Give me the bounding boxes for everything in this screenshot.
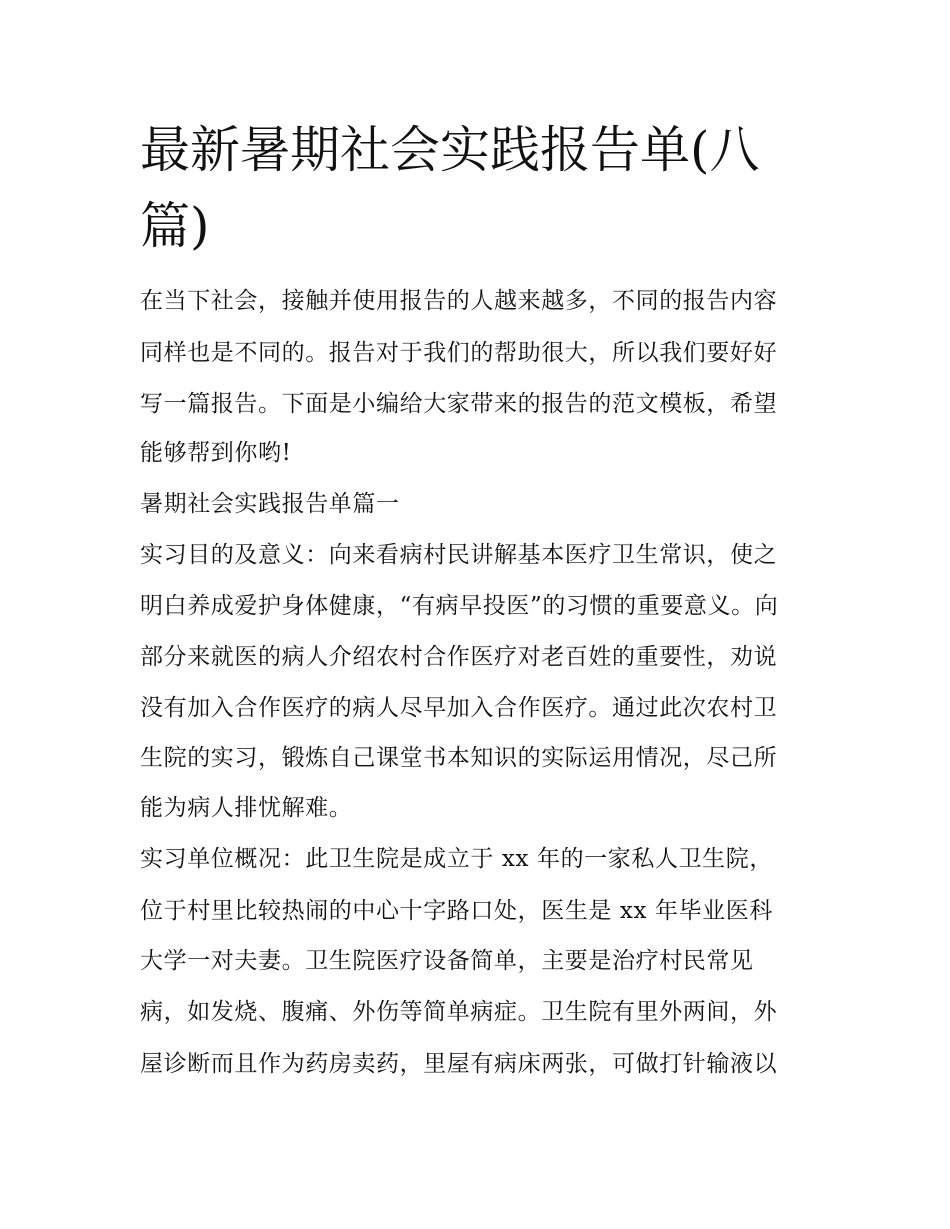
paragraph-line: 实习单位概况：此卫生院是成立于 xx 年的一家私人卫生院， bbox=[140, 846, 773, 872]
paragraph-line: 大学一对夫妻。卫生院医疗设备简单，主要是治疗村民常见 bbox=[140, 948, 754, 974]
paragraph-line: 能为病人排忧解难。 bbox=[140, 795, 353, 821]
paragraph-line: 部分来就医的病人介绍农村合作医疗对老百姓的重要性，劝说 bbox=[140, 644, 778, 670]
paragraph-line: 在当下社会，接触并使用报告的人越来越多，不同的报告内容 bbox=[140, 288, 778, 314]
paragraph-line: 同样也是不同的。报告对于我们的帮助很大，所以我们要好好 bbox=[140, 340, 778, 366]
paragraph-line: 实习目的及意义：向来看病村民讲解基本医疗卫生常识，使之 bbox=[140, 542, 778, 568]
section-heading: 暑期社会实践报告单篇一 bbox=[140, 491, 400, 517]
paragraph-line: 能够帮到你哟! bbox=[140, 440, 292, 466]
document-title: 最新暑期社会实践报告单(八篇) bbox=[140, 121, 760, 255]
paragraph-line: 没有加入合作医疗的病人尽早加入合作医疗。通过此次农村卫 bbox=[140, 695, 778, 721]
paragraph-line: 病，如发烧、腹痛、外伤等简单病症。卫生院有里外两间，外 bbox=[140, 999, 778, 1025]
paragraph-line: 屋诊断而且作为药房卖药，里屋有病床两张，可做打针输液以 bbox=[140, 1051, 778, 1077]
paragraph-line: 位于村里比较热闹的中心十字路口处，医生是 xx 年毕业医科 bbox=[140, 898, 773, 924]
paragraph-line: 写一篇报告。下面是小编给大家带来的报告的范文模板，希望 bbox=[140, 391, 778, 417]
paragraph-line: 明白养成爱护身体健康，“有病早投医”的习惯的重要意义。向 bbox=[140, 593, 779, 619]
paragraph-line: 生院的实习，锻炼自己课堂书本知识的实际运用情况，尽己所 bbox=[140, 745, 778, 771]
